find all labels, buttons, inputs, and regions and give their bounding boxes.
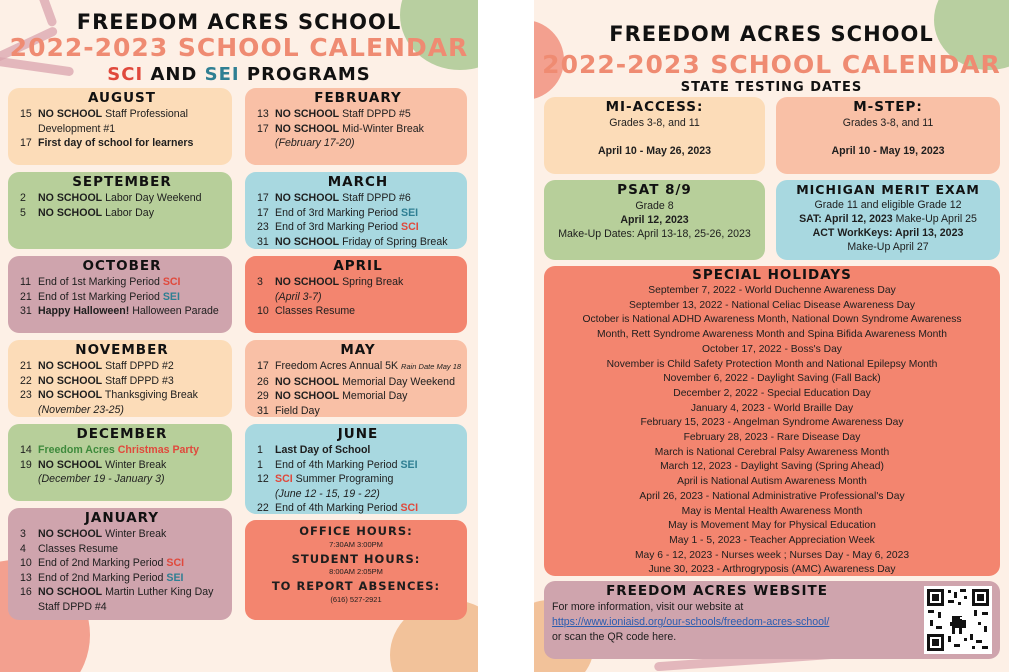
month-card-october bbox=[8, 256, 232, 333]
programs-label: PROGRAMS bbox=[246, 64, 371, 85]
calendar-page-programs bbox=[0, 0, 478, 672]
event-row: 12 SCI Summer Programing bbox=[257, 473, 394, 485]
event-row: 17 End of 3rd Marking Period SEI bbox=[257, 206, 419, 219]
event-row: 22 NO SCHOOL Staff DPPD #3 bbox=[20, 374, 174, 387]
holidays-title: SPECIAL HOLIDAYS bbox=[692, 267, 852, 283]
office-hours-label: OFFICE HOURS: bbox=[299, 524, 413, 538]
month-title: FEBRUARY bbox=[314, 90, 402, 106]
absence-label: TO REPORT ABSENCES: bbox=[271, 579, 441, 593]
event-row: 23 NO SCHOOL Thanksgiving Break bbox=[20, 389, 198, 401]
month-title: AUGUST bbox=[88, 90, 156, 106]
event-row: 31 Happy Halloween! Halloween Parade bbox=[20, 305, 219, 317]
calendar-page-testing bbox=[534, 0, 1009, 672]
test-act-makeup: Make-Up April 27 bbox=[847, 241, 929, 253]
holiday-item: Month, Rett Syndrome Awareness Month and Spina Bifida Awareness Month bbox=[597, 329, 947, 341]
event-row: 10 End of 2nd Marking Period SCI bbox=[20, 557, 185, 569]
test-sat: SAT: April 12, 2023 Make-Up April 25 bbox=[799, 213, 977, 225]
month-title: MAY bbox=[340, 342, 376, 358]
holiday-item: April 26, 2023 - National Administrative Professional's Day bbox=[639, 490, 905, 502]
test-card-mi-access bbox=[544, 97, 765, 174]
test-title: MICHIGAN MERIT EXAM bbox=[796, 182, 980, 197]
event-row: 31 NO SCHOOL Friday of Spring Break bbox=[257, 235, 448, 248]
website-text-line: For more information, visit our website at bbox=[552, 601, 744, 613]
month-title: APRIL bbox=[333, 258, 383, 274]
event-row: 3 NO SCHOOL Winter Break bbox=[20, 528, 167, 540]
holiday-item: May 1 - 5, 2023 - Teacher Appreciation Week bbox=[669, 534, 875, 546]
test-card-michigan-merit-exam bbox=[776, 180, 1000, 260]
event-row: 23 End of 3rd Marking Period SCI bbox=[257, 221, 419, 233]
holiday-item: February 15, 2023 - Angelman Syndrome Awareness Day bbox=[640, 417, 904, 429]
calendar-title: 2022-2023 SCHOOL CALENDAR bbox=[542, 50, 1001, 79]
office-hours-value: 7:30AM 3:00PM bbox=[329, 539, 383, 549]
test-dates: April 12, 2023 bbox=[620, 214, 689, 226]
month-title: JUNE bbox=[337, 426, 379, 442]
holiday-item: June 30, 2023 - Arthrogryposis (AMC) Awareness Day bbox=[648, 564, 896, 576]
month-card-december bbox=[8, 424, 232, 501]
event-note: (December 19 - January 3) bbox=[38, 473, 165, 485]
school-name: FREEDOM ACRES SCHOOL bbox=[609, 22, 934, 46]
event-row: 15 NO SCHOOL Staff Professional bbox=[20, 108, 188, 120]
test-title: PSAT 8/9 bbox=[617, 182, 692, 198]
event-row: 17 NO SCHOOL Mid-Winter Break bbox=[257, 122, 424, 135]
event-row: 16 NO SCHOOL Martin Luther King Day bbox=[20, 586, 214, 598]
event-row: 1 End of 4th Marking Period SEI bbox=[257, 458, 418, 471]
event-row: 29 NO SCHOOL Memorial Day bbox=[257, 390, 408, 402]
sei-label: SEI bbox=[204, 64, 240, 85]
special-holidays-card bbox=[544, 266, 1000, 576]
month-title: NOVEMBER bbox=[75, 342, 169, 358]
event-row: 1 Last Day of School bbox=[257, 444, 371, 456]
month-card-september bbox=[8, 172, 232, 249]
holiday-item: October 17, 2022 - Boss's Day bbox=[702, 343, 842, 355]
holiday-item: May is Mental Health Awareness Month bbox=[681, 505, 863, 517]
holiday-item: April is National Autism Awareness Month bbox=[677, 476, 867, 488]
holiday-item: March is National Cerebral Palsy Awareness Month bbox=[654, 446, 890, 458]
holiday-item: March 12, 2023 - Daylight Saving (Spring Ahead) bbox=[660, 461, 884, 473]
event-row: 22 End of 4th Marking Period SCI bbox=[257, 502, 419, 514]
event-note: (April 3-7) bbox=[275, 290, 322, 303]
school-name: FREEDOM ACRES SCHOOL bbox=[76, 10, 402, 34]
event-row: Staff DPPD #4 bbox=[38, 600, 107, 613]
testing-subtitle: STATE TESTING DATES bbox=[680, 80, 863, 95]
event-row: 19 NO SCHOOL Winter Break bbox=[20, 458, 167, 471]
month-card-november bbox=[8, 340, 232, 417]
event-row: Development #1 bbox=[38, 122, 116, 135]
event-row: 2 NO SCHOOL Labor Day Weekend bbox=[20, 192, 202, 204]
event-row: 10 Classes Resume bbox=[257, 305, 356, 317]
event-row: 13 NO SCHOOL Staff DPPD #5 bbox=[257, 108, 411, 120]
event-row: 21 NO SCHOOL Staff DPPD #2 bbox=[20, 360, 174, 372]
holiday-item: May is Movement May for Physical Education bbox=[668, 520, 876, 532]
student-hours-label: STUDENT HOURS: bbox=[291, 551, 421, 566]
holiday-item: September 7, 2022 - World Duchenne Awareness Day bbox=[648, 285, 896, 296]
month-title: SEPTEMBER bbox=[72, 174, 172, 190]
website-card bbox=[544, 581, 1000, 659]
month-card-june bbox=[245, 424, 467, 514]
holiday-item: September 13, 2022 - National Celiac Disease Awareness Day bbox=[629, 299, 915, 311]
holiday-item: December 2, 2022 - Special Education Day bbox=[673, 387, 871, 399]
event-note: (February 17-20) bbox=[275, 137, 355, 149]
hours-info-card bbox=[245, 520, 467, 620]
absence-phone: (616) 527-2921 bbox=[330, 594, 382, 604]
and-label: AND bbox=[150, 64, 198, 85]
qr-code-icon[interactable] bbox=[924, 586, 992, 654]
event-row: 14 Freedom Acres Christmas Party bbox=[20, 444, 199, 456]
test-act: ACT WorkKeys: April 13, 2023 bbox=[812, 227, 964, 239]
event-note: (June 12 - 15, 19 - 22) bbox=[275, 487, 380, 500]
student-hours-value: 8:00AM 2:05PM bbox=[329, 567, 383, 576]
event-row: 17 First day of school for learners bbox=[20, 137, 194, 149]
event-row: 5 NO SCHOOL Labor Day bbox=[20, 206, 154, 219]
event-row: 11 End of 1st Marking Period SCI bbox=[20, 276, 181, 288]
test-grades: Grade 8 bbox=[635, 200, 674, 212]
website-text-line: or scan the QR code here. bbox=[552, 631, 677, 643]
test-makeup: Make-Up Dates: April 13-18, 25-26, 2023 bbox=[558, 228, 751, 240]
month-card-may bbox=[245, 340, 467, 417]
calendar-title: 2022-2023 SCHOOL CALENDAR bbox=[9, 33, 469, 62]
event-row: 4 Classes Resume bbox=[20, 542, 119, 555]
test-dates: April 10 - May 26, 2023 bbox=[597, 145, 712, 157]
month-card-january bbox=[8, 508, 232, 620]
event-row: 13 End of 2nd Marking Period SEI bbox=[20, 571, 184, 584]
month-card-april bbox=[245, 256, 467, 333]
event-row: 17 NO SCHOOL Staff DPPD #6 bbox=[257, 192, 411, 204]
website-title: FREEDOM ACRES WEBSITE bbox=[606, 583, 828, 599]
holiday-item: November is Child Safety Protection Month and National Epilepsy Month bbox=[606, 358, 938, 370]
test-grades: Grades 3-8, and 11 bbox=[842, 117, 934, 129]
event-row: 3 NO SCHOOL Spring Break bbox=[257, 276, 404, 288]
test-grades: Grade 11 and eligible Grade 12 bbox=[814, 199, 962, 211]
test-grades: Grades 3-8, and 11 bbox=[609, 117, 700, 129]
holiday-item: January 4, 2023 - World Braille Day bbox=[690, 402, 854, 414]
month-card-february bbox=[245, 88, 467, 165]
month-card-august bbox=[8, 88, 232, 165]
month-title: DECEMBER bbox=[76, 426, 168, 442]
test-card-m-step bbox=[776, 97, 1000, 174]
holiday-item: May 6 - 12, 2023 - Nurses week ; Nurses Day - May 6, 2023 bbox=[634, 549, 910, 561]
test-card-psat bbox=[544, 180, 765, 260]
month-card-march bbox=[245, 172, 467, 249]
month-title: OCTOBER bbox=[82, 258, 162, 274]
sci-label: SCI bbox=[107, 64, 144, 85]
programs-title bbox=[0, 64, 478, 85]
test-title: M-STEP: bbox=[853, 99, 923, 115]
month-title: MARCH bbox=[327, 174, 389, 190]
event-note: (November 23-25) bbox=[38, 403, 124, 416]
holiday-item: November 6, 2022 - Daylight Saving (Fall Back) bbox=[663, 373, 881, 385]
event-row: 21 End of 1st Marking Period SEI bbox=[20, 290, 180, 303]
test-title: MI-ACCESS: bbox=[605, 99, 704, 115]
test-dates: April 10 - May 19, 2023 bbox=[831, 145, 945, 157]
website-link[interactable]: https://www.ioniaisd.org/our-schools/freedom-acres-school/ bbox=[552, 616, 830, 628]
month-title: JANUARY bbox=[84, 510, 160, 526]
event-row: 26 NO SCHOOL Memorial Day Weekend bbox=[257, 375, 455, 388]
event-row: 17 Freedom Acres Annual 5K Rain Date May 18 bbox=[257, 360, 462, 372]
holiday-item: February 28, 2023 - Rare Disease Day bbox=[683, 432, 861, 444]
holiday-item: October is National ADHD Awareness Month, National Down Syndrome Awareness bbox=[582, 314, 962, 326]
event-row: 31 Field Day bbox=[257, 404, 320, 417]
